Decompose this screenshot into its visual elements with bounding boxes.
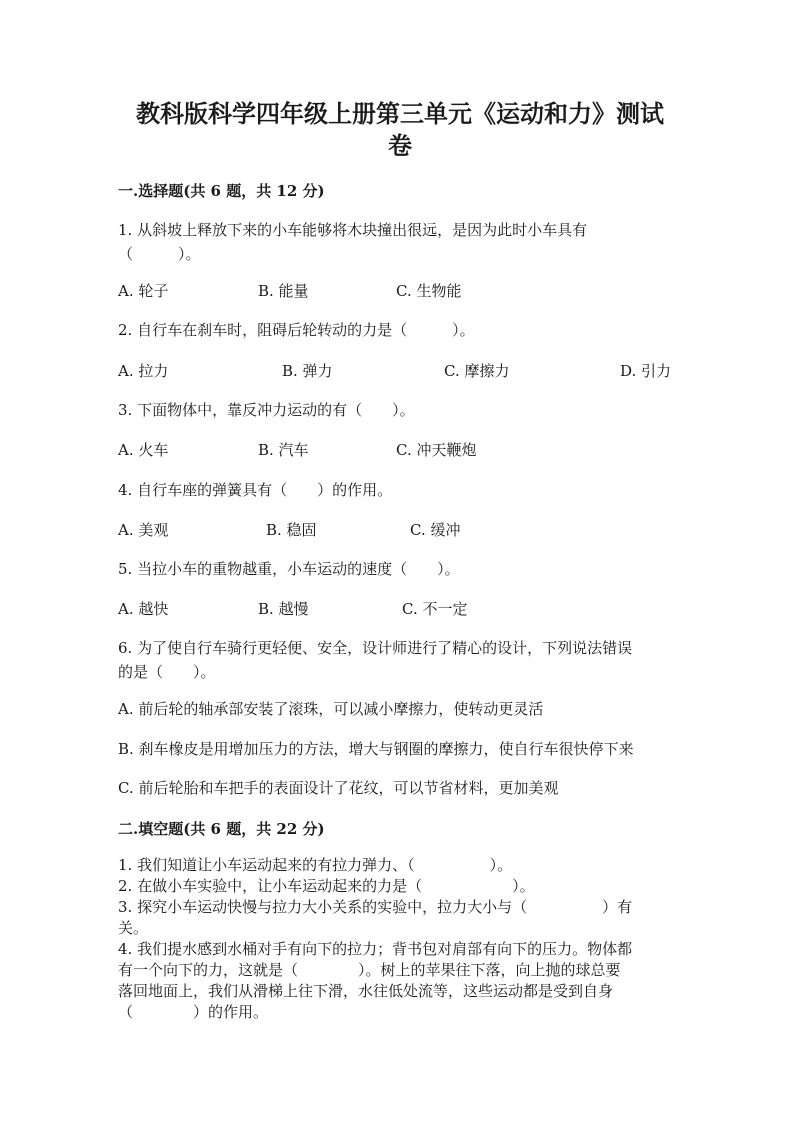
option-b[interactable]: B. 稳固 [266, 521, 317, 539]
option-c[interactable]: C. 冲天鞭炮 [396, 441, 477, 459]
question-text: 6. 为了使自行车骑行更轻便、安全，设计师进行了精心的设计，下列说法错误 [118, 639, 633, 657]
option-a[interactable]: A. 轮子 [118, 282, 169, 300]
question-5-options [0, 598, 800, 620]
option-c[interactable]: C. 不一定 [402, 600, 468, 618]
option-d[interactable]: D. 引力 [620, 362, 672, 380]
fill-line: 1. 我们知道让小车运动起来的有拉力弹力、（ ）。 [118, 856, 513, 874]
question-2 [118, 318, 678, 342]
fill-line: 3. 探究小车运动快慢与拉力大小关系的实验中，拉力大小与（ ）有 [118, 898, 633, 916]
option-a[interactable]: A. 美观 [118, 521, 169, 539]
question-6-option-c-row [0, 777, 800, 799]
question-text: 2. 自行车在刹车时，阻碍后轮转动的力是（ ）。 [118, 321, 475, 339]
fill-line: 落回地面上，我们从滑梯上往下滑，水往低处流等，这些运动都是受到自身 [118, 982, 614, 1000]
fill-line: 关。 [118, 919, 149, 937]
option-b[interactable]: B. 刹车橡皮是用增加压力的方法，增大与钢圈的摩擦力，使自行车很快停下来 [118, 740, 634, 758]
fill-line: 2. 在做小车实验中，让小车运动起来的力是（ ）。 [118, 877, 535, 895]
option-a[interactable]: A. 越快 [118, 600, 169, 618]
option-a[interactable]: A. 前后轮的轴承部安装了滚珠，可以减小摩擦力，使转动更灵活 [118, 700, 544, 718]
question-text: 3. 下面物体中，靠反冲力运动的有（ ）。 [118, 401, 415, 419]
question-6 [118, 636, 678, 684]
fill-in-questions [118, 855, 688, 1023]
title-line-2: 卷 [388, 131, 412, 160]
option-b[interactable]: B. 越慢 [258, 600, 309, 618]
page-title [0, 98, 800, 162]
option-c[interactable]: C. 摩擦力 [444, 362, 510, 380]
question-2-options [0, 360, 800, 382]
option-a[interactable]: A. 火车 [118, 441, 169, 459]
section-heading-choice: 一.选择题(共 6 题，共 12 分) [118, 182, 325, 200]
fill-line: 有一个向下的力，这就是（ ）。树上的苹果往下落，向上抛的球总要 [118, 961, 621, 979]
fill-line: 4. 我们提水感到水桶对手有向下的拉力；背书包对肩部有向下的压力。物体都 [118, 940, 633, 958]
question-1 [118, 218, 678, 266]
option-b[interactable]: B. 弹力 [282, 362, 333, 380]
question-4 [118, 478, 678, 502]
option-c[interactable]: C. 前后轮胎和车把手的表面设计了花纹，可以节省材料，更加美观 [118, 779, 559, 797]
question-text: （ ）。 [118, 245, 201, 263]
question-6-option-b-row [0, 738, 800, 760]
title-line-1: 教科版科学四年级上册第三单元《运动和力》测试 [136, 99, 664, 128]
option-c[interactable]: C. 生物能 [396, 282, 462, 300]
question-4-options [0, 519, 800, 541]
fill-line: （ ）的作用。 [118, 1003, 269, 1021]
section-heading-fill: 二.填空题(共 6 题，共 22 分) [118, 820, 325, 838]
option-c[interactable]: C. 缓冲 [410, 521, 461, 539]
option-b[interactable]: B. 汽车 [258, 441, 309, 459]
option-a[interactable]: A. 拉力 [118, 362, 169, 380]
question-text: 的是（ ）。 [118, 663, 216, 681]
question-text: 5. 当拉小车的重物越重，小车运动的速度（ ）。 [118, 560, 460, 578]
question-text: 4. 自行车座的弹簧具有（ ）的作用。 [118, 481, 393, 499]
option-b[interactable]: B. 能量 [258, 282, 309, 300]
question-6-option-a-row [0, 698, 800, 720]
question-3-options [0, 439, 800, 461]
question-1-options [0, 280, 800, 302]
question-3 [118, 398, 678, 422]
question-text: 1. 从斜坡上释放下来的小车能够将木块撞出很远，是因为此时小车具有 [118, 221, 588, 239]
question-5 [118, 557, 678, 581]
